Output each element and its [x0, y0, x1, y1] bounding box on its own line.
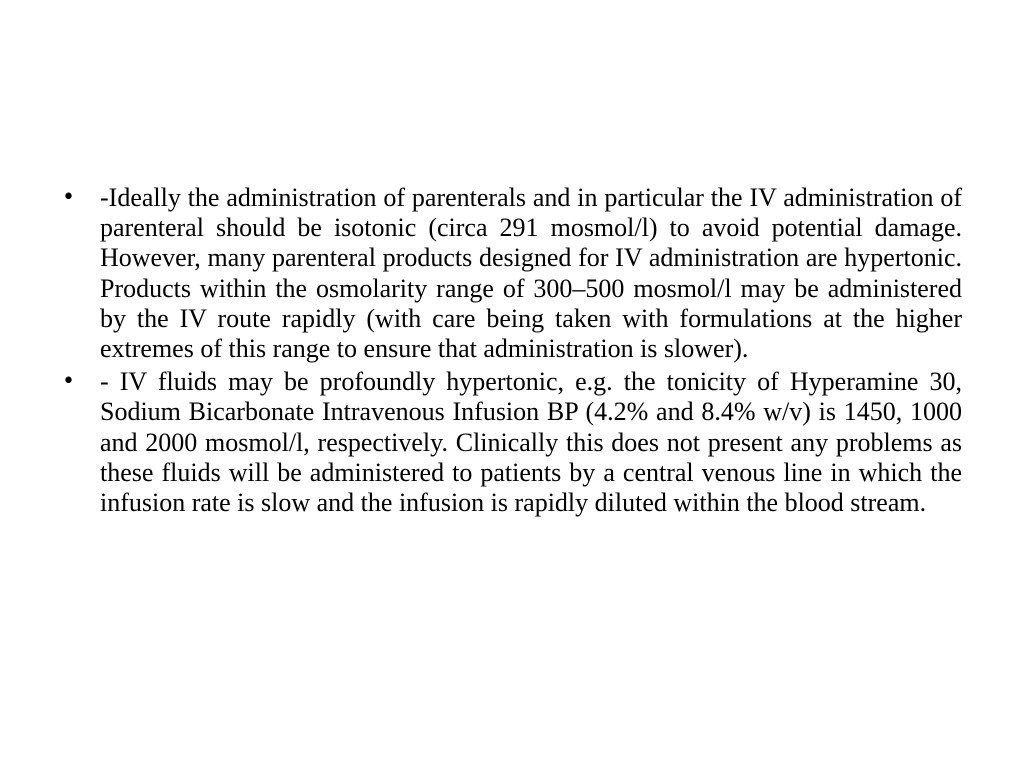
- bullet-point-icon: •: [62, 185, 75, 210]
- bullet-text-hypertonic: - IV fluids may be profoundly hypertonic, e.g. the tonicity of Hyperamine 30, Sodium Bicarbonate Intravenous Infusion BP (4.2% and 8.4% w/v) is 1450, 1000 and 2000 mosmol/l, respectively. Clinically this does not present any problems as these fluids will be administered to patients by a central venous line in which the infusion rate is slow and the infusion is rapidly diluted within the blood stream.: [100, 367, 962, 518]
- bullet-point-icon: •: [62, 369, 75, 395]
- bullet-item-hypertonic: [62, 367, 962, 518]
- bullet-item-isotonic: [62, 183, 962, 364]
- bullet-list: [62, 183, 962, 521]
- bullet-text-isotonic: -Ideally the administration of parenterals and in particular the IV administration of parenteral should be isotonic (circa 291 mosmol/l) to avoid potential damage. However, many parenteral products designed for IV administration are hypertonic. Products within the osmolarity range of 300–500 mosmol/l may be administered by the IV route rapidly (with care being taken with formulations at the higher extremes of this range to ensure that administration is slower).: [100, 183, 962, 364]
